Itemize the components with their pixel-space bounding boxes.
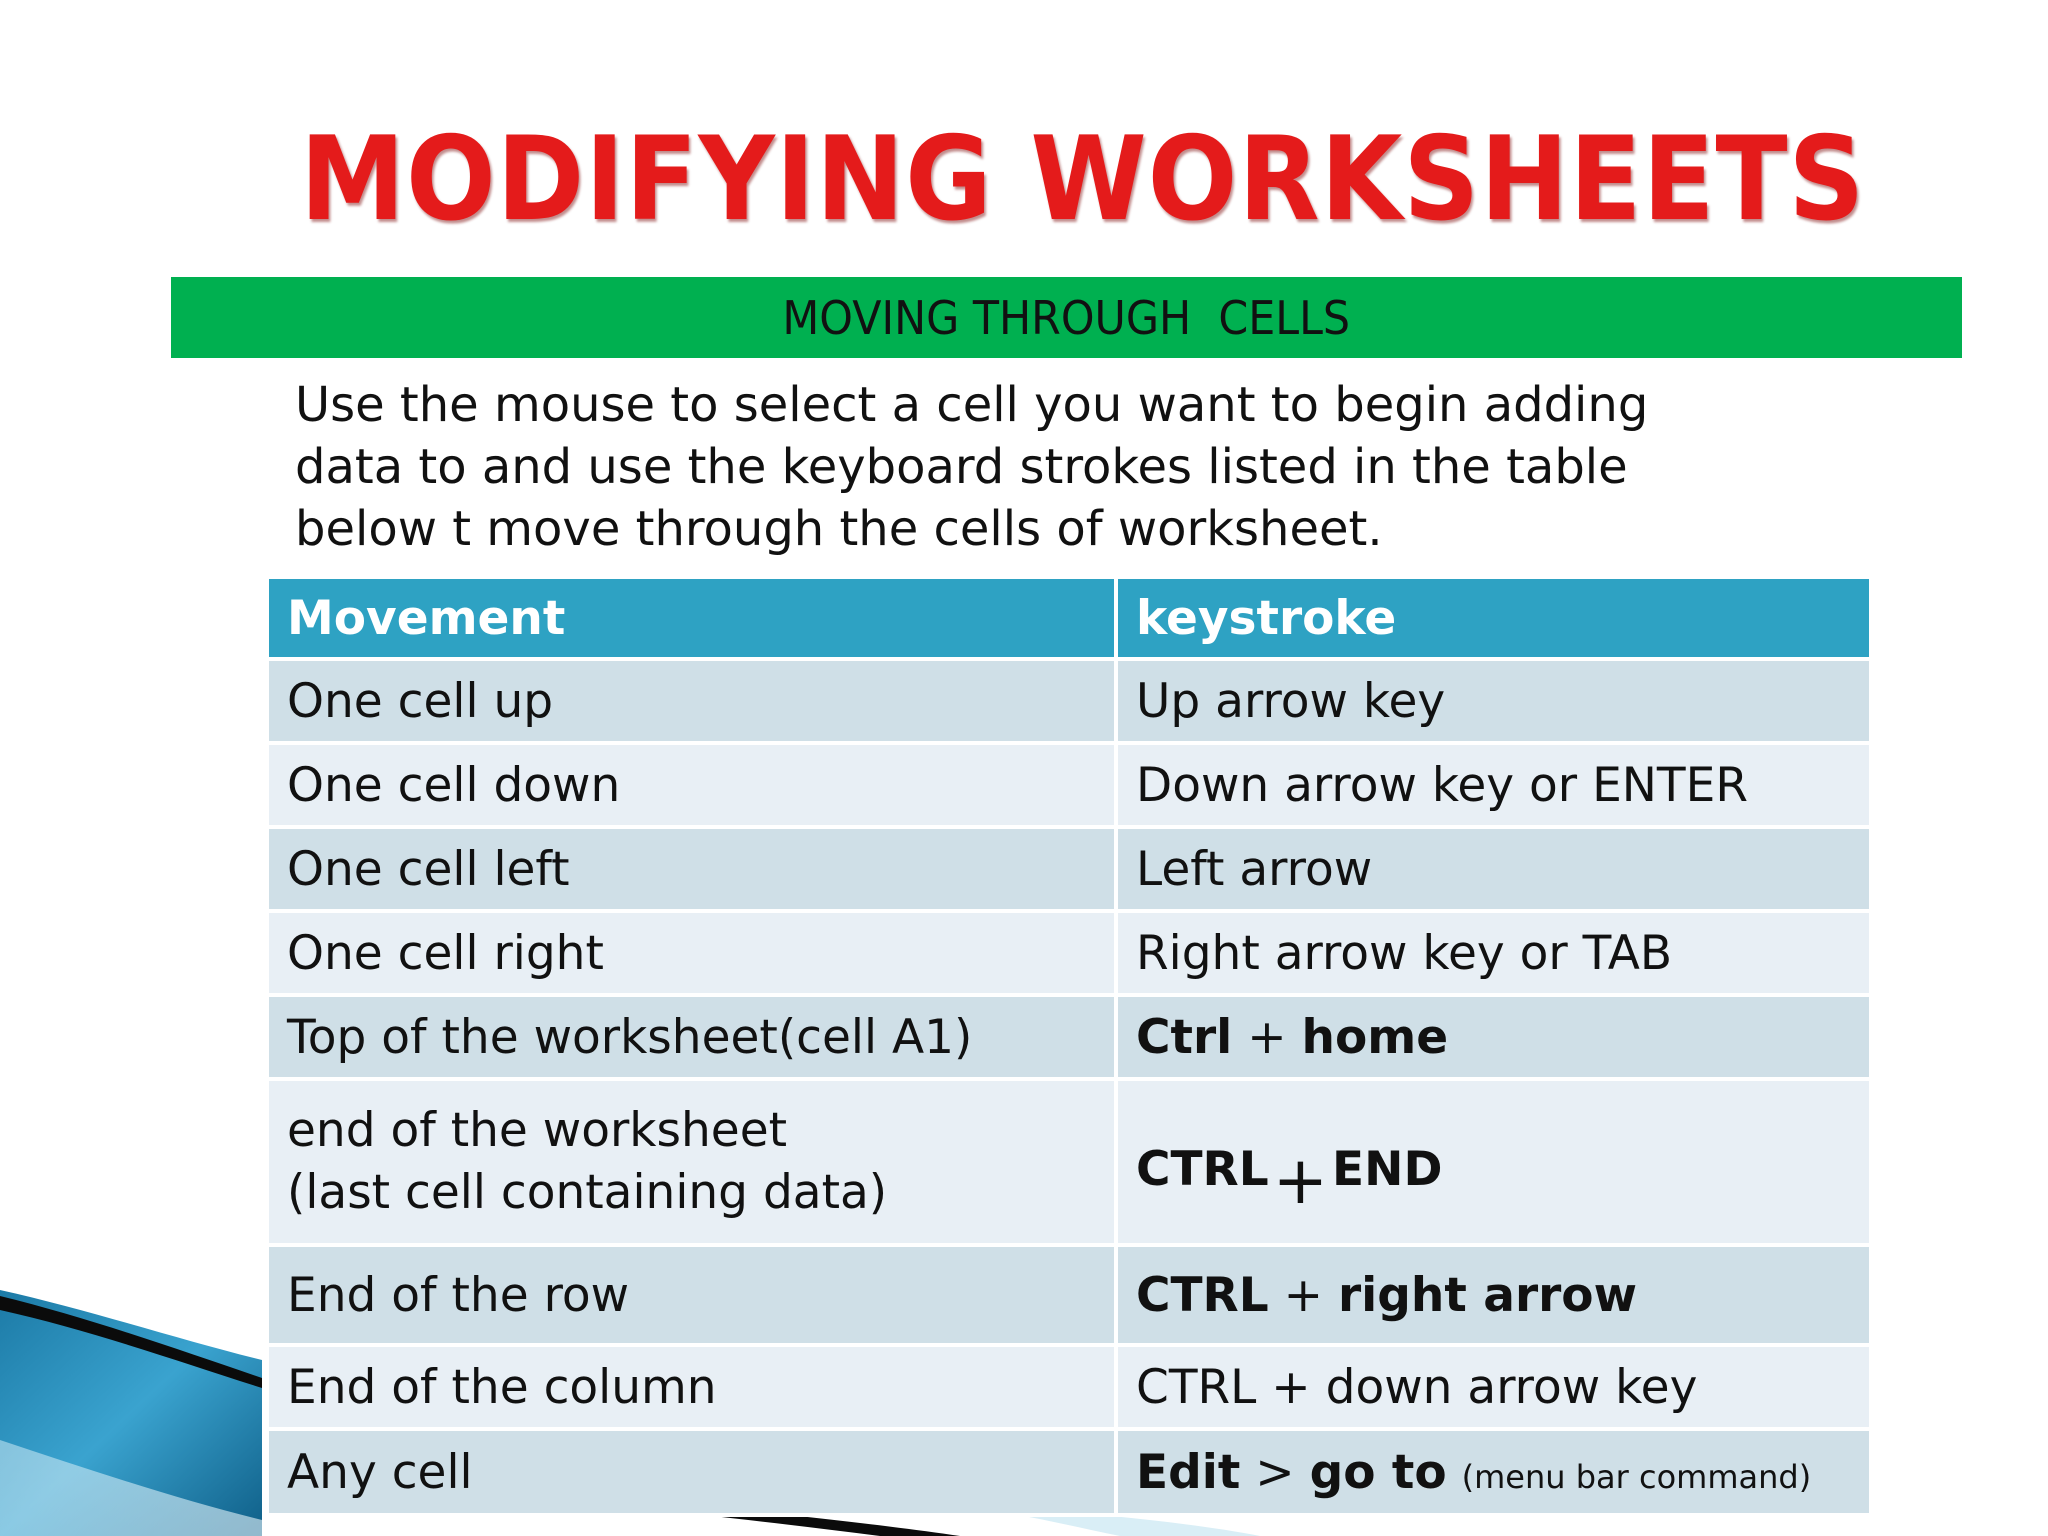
movement-cell: One cell right [267, 911, 1116, 995]
table-row [267, 911, 1871, 995]
movement-cell: Any cell [267, 1429, 1116, 1515]
table-row [267, 1245, 1871, 1345]
header-movement: Movement [267, 577, 1116, 659]
movement-cell: End of the row [267, 1245, 1116, 1345]
movement-cell: One cell left [267, 827, 1116, 911]
key-plus: + [1272, 1141, 1329, 1219]
slide-title: MODIFYING WORKSHEETS [300, 112, 1866, 247]
menu-edit: Edit [1136, 1444, 1241, 1500]
section-heading: MOVING THROUGH CELLS [782, 290, 1351, 345]
movement-cell: One cell up [267, 659, 1116, 743]
key-plus: + [1247, 1009, 1287, 1065]
movement-cell: One cell down [267, 743, 1116, 827]
key-home: home [1301, 1009, 1449, 1065]
table-row [267, 1079, 1871, 1245]
table-header-row [267, 577, 1871, 659]
key-ctrl: Ctrl [1136, 1009, 1233, 1065]
key-ctrl: CTRL [1136, 1141, 1269, 1197]
keystroke-table [265, 575, 1873, 1517]
key-plus: + [1283, 1267, 1324, 1323]
movement-text: end of the worksheet (last cell containing data) [287, 1103, 888, 1220]
intro-text: Use the mouse to select a cell you want to begin adding data to and use the keyboard strokes listed in the table below t move through the cells of worksheet. [295, 377, 1649, 557]
key-right-arrow: right arrow [1338, 1267, 1638, 1323]
table-row [267, 659, 1871, 743]
keystroke-cell: Up arrow key [1116, 659, 1871, 743]
table-row [267, 827, 1871, 911]
keystroke-cell [1116, 1245, 1871, 1345]
movement-cell: End of the column [267, 1345, 1116, 1429]
key-ctrl: CTRL [1136, 1267, 1269, 1323]
keystroke-cell: Down arrow key or ENTER [1116, 743, 1871, 827]
table-row [267, 995, 1871, 1079]
menu-go-to: go to [1309, 1444, 1447, 1500]
menu-note: (menu bar command) [1461, 1457, 1812, 1496]
keystroke-cell [1116, 1079, 1871, 1245]
keystroke-cell [1116, 995, 1871, 1079]
header-keystroke: keystroke [1116, 577, 1871, 659]
keystroke-cell [1116, 1429, 1871, 1515]
keystroke-cell: Right arrow key or TAB [1116, 911, 1871, 995]
table-row [267, 1345, 1871, 1429]
movement-cell: Top of the worksheet(cell A1) [267, 995, 1116, 1079]
movement-cell [267, 1079, 1116, 1245]
menu-separator: > [1255, 1444, 1295, 1500]
key-end: END [1332, 1141, 1443, 1197]
table-row [267, 743, 1871, 827]
table-row [267, 1429, 1871, 1515]
section-heading-bar [171, 277, 1962, 358]
keystroke-cell: CTRL + down arrow key [1116, 1345, 1871, 1429]
keystroke-cell: Left arrow [1116, 827, 1871, 911]
